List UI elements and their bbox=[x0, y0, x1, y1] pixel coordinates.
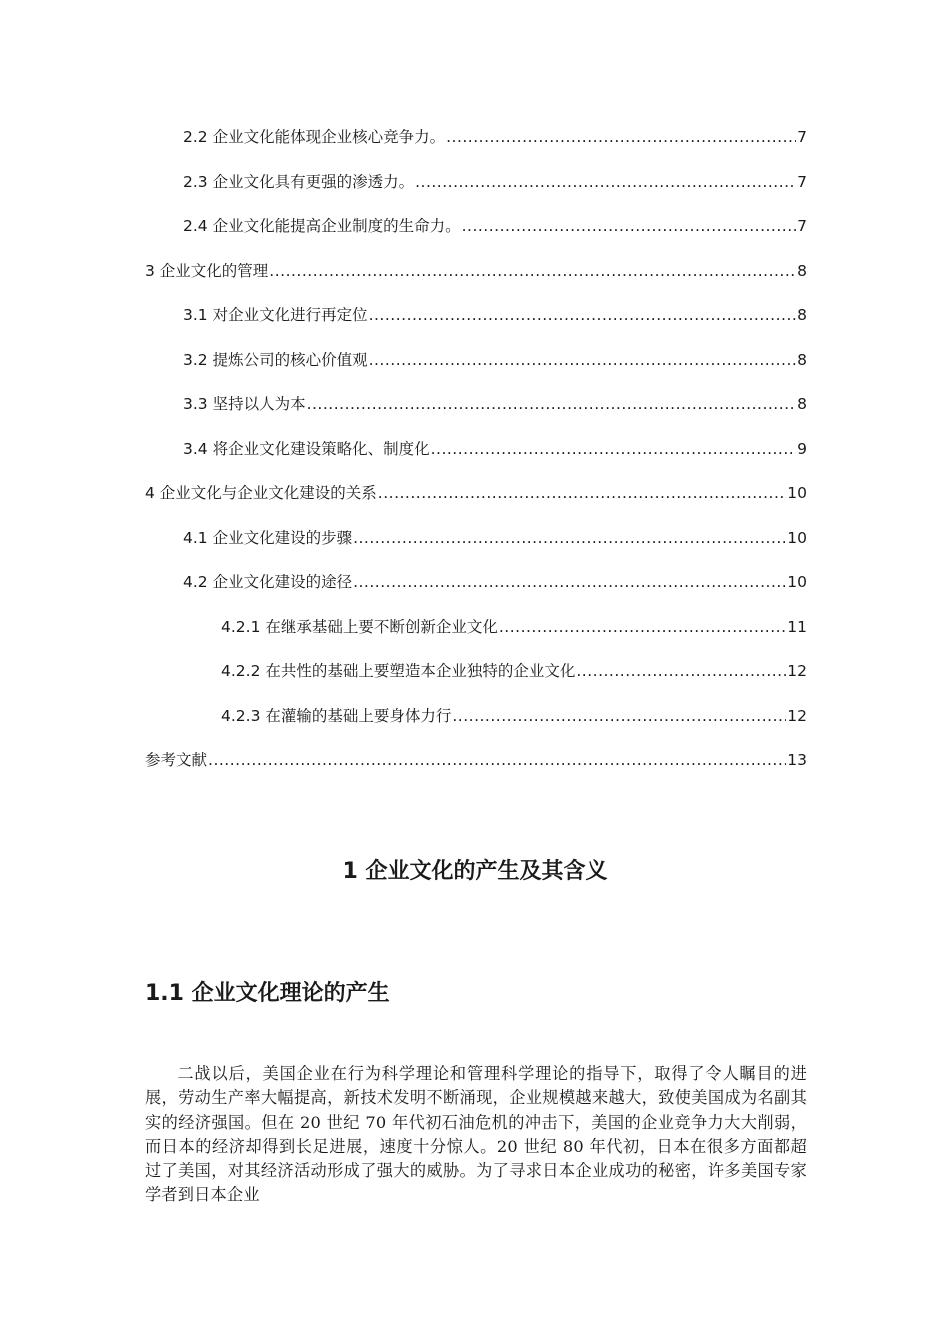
toc-page-number: 7 bbox=[797, 217, 807, 235]
toc-entry-label: 3.3 坚持以人为本 bbox=[183, 395, 306, 413]
toc-entry[interactable] bbox=[145, 748, 807, 793]
toc-dot-leader bbox=[269, 259, 796, 283]
toc-dot-leader bbox=[446, 125, 796, 149]
toc-dot-leader bbox=[431, 437, 797, 461]
toc-dot-leader bbox=[576, 659, 786, 683]
toc-entry-label: 2.2 企业文化能体现企业核心竞争力。 bbox=[183, 128, 446, 146]
toc-page-number: 11 bbox=[787, 617, 807, 636]
section-heading: 1.1 企业文化理论的产生 bbox=[145, 981, 390, 1006]
toc-page-number: 8 bbox=[797, 350, 807, 369]
toc-entry[interactable] bbox=[145, 170, 807, 215]
toc-entry[interactable] bbox=[145, 392, 807, 437]
toc-entry[interactable] bbox=[145, 615, 807, 660]
toc-entry-label: 参考文献 bbox=[145, 751, 208, 769]
toc-entry-label: 2.4 企业文化能提高企业制度的生命力。 bbox=[183, 217, 461, 235]
toc-entry-label: 4.2 企业文化建设的途径 bbox=[183, 573, 353, 591]
toc-dot-leader bbox=[208, 748, 786, 772]
toc-entry[interactable] bbox=[145, 570, 807, 615]
toc-entry[interactable] bbox=[145, 704, 807, 749]
toc-dot-leader bbox=[378, 481, 786, 505]
toc-dot-leader bbox=[353, 526, 786, 550]
toc-dot-leader bbox=[353, 570, 786, 594]
toc-dot-leader bbox=[307, 392, 797, 416]
toc-dot-leader bbox=[369, 348, 797, 372]
toc-dot-leader bbox=[369, 303, 797, 327]
toc-entry[interactable] bbox=[145, 303, 807, 348]
toc-entry[interactable] bbox=[145, 481, 807, 526]
toc-entry[interactable] bbox=[145, 526, 807, 571]
toc-page-number: 10 bbox=[787, 573, 807, 591]
toc-page-number: 8 bbox=[797, 261, 807, 280]
toc-page-number: 9 bbox=[797, 439, 807, 458]
chapter-heading: 1 企业文化的产生及其含义 bbox=[342, 859, 608, 884]
toc-entry-label: 4.1 企业文化建设的步骤 bbox=[183, 528, 353, 547]
toc-page-number: 10 bbox=[787, 528, 807, 547]
toc-entry-label: 4.2.3 在灌输的基础上要身体力行 bbox=[221, 706, 452, 725]
toc-entry-label: 4.2.1 在继承基础上要不断创新企业文化 bbox=[221, 617, 498, 636]
toc-page-number: 7 bbox=[797, 128, 807, 146]
toc-entry[interactable] bbox=[145, 214, 807, 259]
toc-page-number: 7 bbox=[797, 172, 807, 191]
toc-page-number: 13 bbox=[787, 751, 807, 769]
table-of-contents bbox=[145, 125, 807, 793]
toc-entry-label: 3.4 将企业文化建设策略化、制度化 bbox=[183, 439, 430, 458]
toc-page-number: 8 bbox=[797, 395, 807, 413]
toc-entry-label: 2.3 企业文化具有更强的渗透力。 bbox=[183, 172, 415, 191]
toc-entry-label: 3.1 对企业文化进行再定位 bbox=[183, 306, 368, 324]
toc-entry[interactable] bbox=[145, 259, 807, 304]
toc-entry-label: 4 企业文化与企业文化建设的关系 bbox=[145, 484, 377, 502]
toc-entry-label: 3.2 提炼公司的核心价值观 bbox=[183, 350, 368, 369]
toc-dot-leader bbox=[499, 615, 786, 639]
toc-dot-leader bbox=[452, 704, 786, 728]
toc-page-number: 12 bbox=[787, 662, 807, 680]
toc-dot-leader bbox=[415, 170, 796, 194]
toc-page-number: 8 bbox=[797, 306, 807, 324]
toc-page-number: 12 bbox=[787, 706, 807, 725]
toc-entry[interactable] bbox=[145, 659, 807, 704]
toc-entry-label: 3 企业文化的管理 bbox=[145, 261, 269, 280]
toc-page-number: 10 bbox=[787, 484, 807, 502]
toc-entry[interactable] bbox=[145, 437, 807, 482]
toc-entry-label: 4.2.2 在共性的基础上要塑造本企业独特的企业文化 bbox=[221, 662, 576, 680]
toc-entry[interactable] bbox=[145, 348, 807, 393]
body-paragraph: 二战以后，美国企业在行为科学理论和管理科学理论的指导下，取得了令人瞩目的进展，劳动生产率大幅提高，新技术发明不断涌现，企业规模越来越大，致使美国成为名副其实的经济强国。但在 20 世纪 70 年代初石油危机的冲击下，美国的企业竞争力大大削弱，而日本的经济却得到长足进展，速度十分惊人。20 世纪 80 年代初，日本在很多方面都超过了美国，对其经济活动形成了强大的威胁。为了寻求日本企业成功的秘密，许多美国专家学者到日本企业 bbox=[145, 1064, 807, 1205]
toc-entry[interactable] bbox=[145, 125, 807, 170]
toc-dot-leader bbox=[462, 214, 797, 238]
